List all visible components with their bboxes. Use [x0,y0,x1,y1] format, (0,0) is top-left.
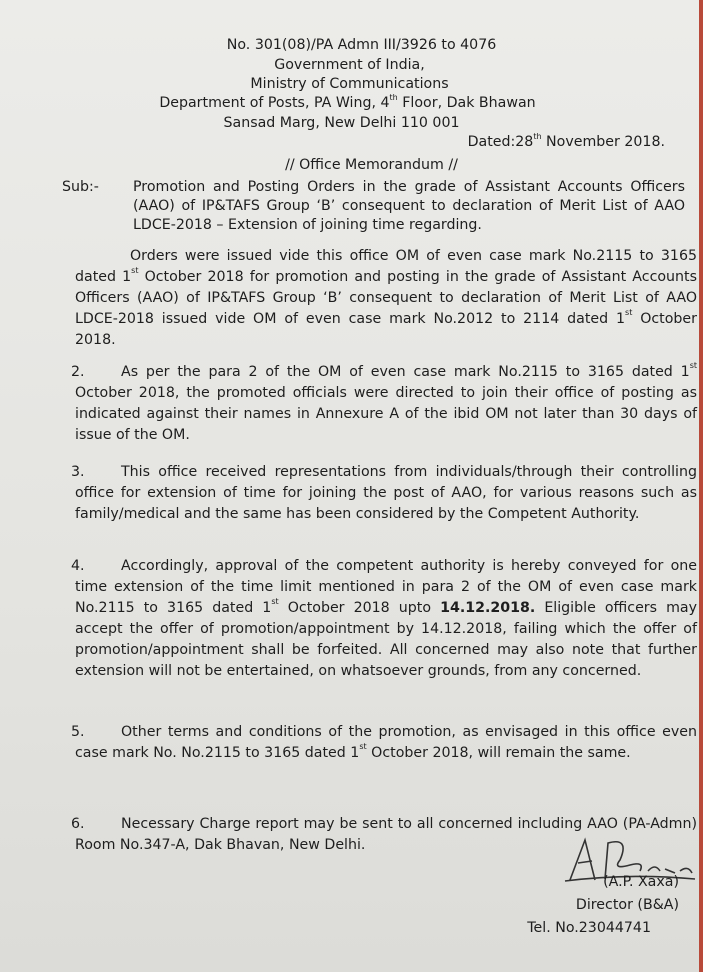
date-text-2: November 2018. [541,134,665,150]
ordinal-sup: st [625,308,633,317]
paragraph-text: October 2018, the promoted officials were directed to join their office of posting as indicated against their names in Annexure A of the ibid OM not later than 30 days of issue of the OM. [75,385,697,443]
paragraph-text: Other terms and conditions of the promotion, as envisaged in this office even case mark No. No.2115 to 3165 dated 1 [75,724,697,761]
paragraph-text: Necessary Charge report may be sent to all concerned including AAO (PA-Admn) Room No.347-A, Dak Bhavan, New Delhi. [75,816,697,853]
paragraph-2 [71,361,697,446]
document-date [468,133,665,152]
paragraph-number: 5. [71,724,85,740]
paragraph-text: October 2018 for promotion and posting in the grade of Assistant Accounts Officers (AAO) of IP&TAFS Group ‘B’ consequent to declaration of Merit List of AAO LDCE-2018 issued vide OM of even case mark No.2012 to 2114 dated 1 [75,269,697,327]
ordinal-sup: st [271,597,279,606]
date-text: Dated:28 [467,134,534,150]
paragraph-1 [75,246,697,351]
signatory-name: (A.P. Xaxa) [603,874,679,890]
ordinal-sup: st [359,742,367,751]
paragraph-text: October 2018 upto [278,600,441,616]
paragraph-number: 2. [71,364,85,380]
dept-sup: th [389,93,398,102]
dept-text-2: Floor, Dak Bhawan [397,95,536,111]
paragraph-number: 3. [71,464,85,480]
signatory-telephone: Tel. No.23044741 [527,920,651,936]
bold-date: 14.12.2018. [440,600,536,616]
header-address: Sansad Marg, New Delhi 110 001 [223,115,460,131]
reference-number: No. 301(08)/PA Admn III/3926 to 4076 [226,37,497,53]
paragraph-text: As per the para 2 of the OM of even case mark No.2115 to 3165 dated 1 [121,364,690,380]
signatory-designation: Director (B&A) [575,897,679,913]
paragraph-5 [71,722,697,764]
paragraph-number: 6. [71,816,85,832]
header-ministry: Ministry of Communications [250,76,449,92]
paragraph-text: Accordingly, approval of the competent authority is hereby conveyed for one time extension of the time limit mentioned in para 2 of the OM of even case mark No.2115 to 3165 dated 1 [75,558,697,616]
paragraph-number: 4. [71,558,85,574]
header-government: Government of India, [274,57,425,73]
paragraph-4 [71,556,698,682]
paragraph-text: October 2018, will remain the same. [366,745,631,761]
date-sup: th [533,132,542,141]
dept-text: Department of Posts, PA Wing, 4 [159,95,390,111]
page-edge [699,0,703,972]
paragraph-text: Orders were issued vide this office OM of even case mark No.2115 to 3165 dated 1 [75,248,697,285]
ordinal-sup: st [131,266,139,275]
paragraph-3 [71,462,697,525]
header-department [0,94,699,114]
ordinal-sup: st [689,361,697,370]
subject-text: Promotion and Posting Orders in the grade of Assistant Accounts Officers (AAO) of IP&TAFS Group ‘B’ consequent to declaration of Merit List of AAO LDCE-2018 – Extension of joining time regarding. [133,179,685,233]
paragraph-text: October 2018. [75,311,697,348]
paragraph-text: Eligible officers may accept the offer of promotion/appointment by 14.12.2018, failing which the offer of promotion/appointment shall be forfeited. All concerned may also note that further extension will not be entertained, on whatsoever grounds, from any concerned. [75,600,698,679]
paragraph-text: This office received representations from individuals/through their controlling office for extension of time for joining the post of AAO, for various reasons such as family/medical and the same has been considered by the Competent Authority. [75,464,697,522]
subject-label: Sub:- [62,179,99,195]
memo-title: // Office Memorandum // [285,157,458,173]
